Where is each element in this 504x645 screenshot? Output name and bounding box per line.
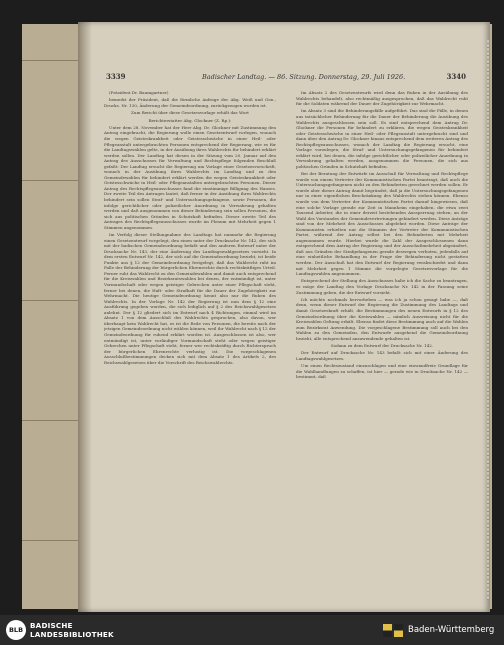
page-header xyxy=(92,72,484,84)
paragraph: Zum Bericht über diese Gesetzesvorlage erhält das Wort xyxy=(131,110,249,116)
paragraph: Im Verfolg dieser Stellungnahme des Landtags hat nunmehr die Regierung einen Gesetzentwurf vorgelegt, den einen unter der Drucksache Nr. 142, der sich mit der badischen Gemeindeordnung befaßt und den anderen Entwurf unter der Drucksache Nr. 143, der eine Änderung des Landtagswahlgesetzes vorsieht. In dem ersten Entwurf Nr. 142, der sich auf die Gemeindeordnung bezieht, ist beide Punkte aus § 12 der Gemeindeordnung festgelegt, daß das Wahlrecht ruht im Falle der Behinderung der bürgerlichen Ehrenrechte durch rechtskräftiges Urteil. Ferner ruht das Wahlrecht zu den Gemeindewahlen und damit auch entsprechend für die Kreiswahlen und Bezirksratswahlen bei denen, der entmündigt ist, unter Vormundschaft oder wegen geistiger Gebrechen unter einer Pflegschaft steht, ferner bei denen, die Haft- oder Strafhaft für die Dauer der Zugehörigkeit zur Wehrmacht. Die heutige Gemeindeordnung kennt also nur die Ruhen des Wahlrechts. In der Vorlage Nr. 142 der Regierung ist nun dem § 12 eine Ausführung gegeben worden, die sich lediglich auf § 2 des Reichswahlgesetzes anlehnt. Der § 12 gliedert sich im Entwurf nach 4 Richtungen, einmal wird im Absatz 1 von dem Ausschluß des Wahlrechts gesprochen, also davon, wer überhaupt kein Wahlrecht hat, es ist die Rede von Personen, die bereits nach der jetzigen Gemeindeordnung nicht wählen können, weil ihr Wahlrecht nach § 12 der Gemeindeordnung für ruhend erklärt worden ist. Ausgeschlossen ist also, wer entmündigt ist, unter vorläufiger Vormundschaft steht oder wegen geistiger Gebrechen unter Pflegschaft steht, ferner wer rechtskräftig durch Richterspruch der bürgerlichen Ehrenrechte verlustig ist. Die vorgeschlagenen Ausschlußbestimmungen decken sich mit dem Absatz 1 des Artikels 2, des Reichswahlgesetzes über die Vorschrift des Reichswahlrechts. xyxy=(104,232,276,365)
gutter-shadow xyxy=(78,22,92,612)
paragraph: Im Absatz 3 sind die Behinderungsfälle aufgeführt. Das sind die Fälle, in denen aus tatsächlicher Behinderung für die Dauer der Behinderung die Ausübung des Wahlrechts ausgeschlossen sein soll. Es sind entsprechend dem Antrag Dr. Glockner die Personen für behindert zu erklären, die wegen Geisteskrankheit oder Geistesschwäche in einer Heil- oder Pflegeanstalt untergebracht sind und dann über den Antrag Dr. Glockner hinaus entsprechend dem weiteren Antrag des Rechtspflegeausschusses, wonach der Landtag die Regierung ersucht, eine Vorlage vorzulegen, die Straf- und Untersuchungsgefangenen für behindert erklärt wird, bei denen, die infolge gerichtlicher oder polizeilicher Anordnung in Verwahrung gehalten werden, ausgenommen die Personen, die sich aus politischen Gründen in Schutzhaft befinden. xyxy=(296,108,468,169)
left-text-column xyxy=(104,90,276,562)
page-edge-line xyxy=(22,420,80,421)
paragraph: Entsprechend der Stellung des Ausschusses halte ich die Sache zu beantragen, es möge der Landtag den Vorlage Drucksache Nr. 142 in der Fassung seine Zustimmung geben, die der Entwurf vorsieht. xyxy=(296,278,468,295)
blb-line-1: BADISCHE xyxy=(30,621,73,630)
paragraph: bemerkt der Präsident, daß die förmliche Anfrage der Abg. Weiß und Gen., Drucks. Nr. 130, Änderung der Gemeindeordnung, zurückgezogen worden ist. xyxy=(104,97,276,108)
page-number-right: 3340 xyxy=(446,72,466,81)
page-edge-line xyxy=(22,60,80,61)
paragraph: Ich möchte nochmals hervorheben — was ich ja schon gesagt habe —, daß denn, wenn dieser Entwurf der Regierung die Zustimmung des Landtags und damit Gesetzeskraft erhält, die Bestimmungen des neuen Entwurfs in § 12 des Gemeindeordnung über die Kreiswahlen — nämlich Ausweisung nicht für die Kreiswahlen Geltung erhält. Ebenso findet diese Bestimmung auch auf die Wahlen zum Bezirksrat Anwendung. Die vorgeschlagene Bestimmung soll auch bei den Wahlen zu den Gemeinden, den Entwurfe ausgehend die Gemeindeordnung bezieht, alle entsprechend anzuwendende gehalten ist. xyxy=(296,296,468,341)
footer-bar xyxy=(0,615,504,645)
page-edge-line xyxy=(22,540,80,541)
paragraph: Im Absatz 2 des Gesetzentwurfs wird denn das Ruhen in der Ausübung des Wahlrechts behandelt, also rechtmäßig ausgesprochen, daß das Wahlrecht ruht für die Soldaten während der Dauer der Zugehörigkeit zur Wehrmacht. xyxy=(296,90,468,107)
page-number-left: 3339 xyxy=(106,72,126,81)
paragraph: Bei der Beratung der Entwürfe im Ausschuß für Verwaltung und Rechtspflege wurde von einem Vertreter der Kommunistischen Partei beantragt, daß auch die Untersuchungsgefangenen nicht zu den Behinderten gerechnet werden sollen. Er wurde aber dieser Antrag damit begründet, daß ja die Untersuchungsgefangenen nur in einer eigentlichen Beschränkung des Wahlrechts stehen können. Ebenso wurde von dem Vertreter der Kommunistischen Partei darauf hingewiesen, daß eine solche Vorlage gerade zur Zeit in Mannheim eingehaben, die etwa zwei Tausend Arbeiter, die in einer derzeit bestehenden Aussperrung stehen, an der Wahl des Vorstandes der Gemeindevertretungen gehindert werden. Diese Anträge sind von der Mehrheit des Ausschusses abgelehnt worden. Diese Anträge der Kommunisten erhielten nur die Stimmen der Vertreter der Kommunistischen Partei, während der Antrag selbst bei den Behinderten mit Mehrheit angenommen wurde. Hierbei wurde die Zahl der Ausgeschlossenen dann entsprechend dem Antrag der Regierung und der Ausschußmehrheit abgeändert, daß aus Gründen der Strafgefangenen gerade deswegen verboten, jedenfalls auf eine einheitliche Behandlung in der Frage der Behinderung nicht gestatten werden. Der Ausschuß hat den Entwurf der Regierung verabschiedet und dann mit Mehrheit gegen 1 Stimme die vorgelegte Gesetzesvorlage für die Landtagswahlen angenommen. xyxy=(296,171,468,277)
blb-line-2: LANDESBIBLIOTHEK xyxy=(30,630,114,639)
blb-wordmark[interactable] xyxy=(30,621,114,639)
paragraph: Berichterstatter Abg. Glockner (Z. Rp.): xyxy=(148,117,232,123)
blb-logo[interactable]: BLB xyxy=(6,620,26,640)
page-edge-line xyxy=(22,180,80,181)
paragraph: (Präsident Dr. Baumgartner) xyxy=(109,90,169,95)
paragraph: Um einen Rechtszustand einzuschlagen und eine einwandfreie Grundlage für die Wahlhandlungen zu schaffen, ist hier — gerade wie in Drucksache Nr. 142 — bestimmt, daß xyxy=(296,363,468,380)
paragraph: Unter dem 28. November hat der Herr Abg. Dr. Glockner mit Zustimmung den Antrag eingebracht, die Regierung wolle einen Gesetzentwurf vorlegen, wonach die wegen Geisteskrankheit oder Geistesschwäche in einer Heil- oder Pflegeanstalt untergebrachten Personen entsprechend der Regierung, wie es für die Landtagswahlen gelte, in der Ausübung ihres Wahlrechts für behindert erklärt werden sollen. Der Landtag hat diesen in der Sitzung vom 20. Januar auf den Antrag des Ausschusses für Verwaltung und Rechtspflege folgenden Beschluß gefaßt: Der Landtag ersucht die Regierung um Vorlage einer Gesetzesvorschrift, wonach in der Ausübung ihres Wahlrechts im Landtag und zu den Gemeindewahlen für behindert erklärt werden die wegen Geisteskrankheit oder Geistesschwäche in Heil- oder Pflegeanstalten untergebrachten Personen. Dieser Antrag des Rechtspflegeausschusses fand die einstimmige Billigung des Hauses. Der zweite Teil des Antrages lautet, daß ferner in der Ausübung ihres Wahlrechts behindert sein sollen Straf- und Untersuchungsgefangene, sowie Personen, die infolge gerichtlicher oder polizeilicher Anordnung in Verwahrung gehalten werden und daß ausgenommen von dieser Behinderung sein sollen Personen, die sich aus politischen Gründen in Schutzhaft befinden. Dieser zweite Teil des Antrages des Rechtspflegeausschusses wurde im Plenum mit Mehrheit gegen 1 Stimmen angenommen. xyxy=(104,124,276,230)
page-edge-line xyxy=(22,300,80,301)
coat-of-arms-icon xyxy=(383,624,403,637)
baden-wuerttemberg-label[interactable]: Baden-Württemberg xyxy=(408,625,495,635)
right-text-column xyxy=(296,90,468,562)
page-edge-ruler xyxy=(487,40,489,600)
paragraph: Sodann zu dem Entwurf der Drucksache Nr. 142. xyxy=(330,343,434,349)
paragraph: Der Entwurf auf Drucksache Nr. 143 befaßt sich mit einer Änderung des Landtagswahlgesetzes. xyxy=(296,350,468,361)
running-header: Badischer Landtag. — 86. Sitzung. Donnerstag, 29. Juli 1926. xyxy=(202,73,406,81)
